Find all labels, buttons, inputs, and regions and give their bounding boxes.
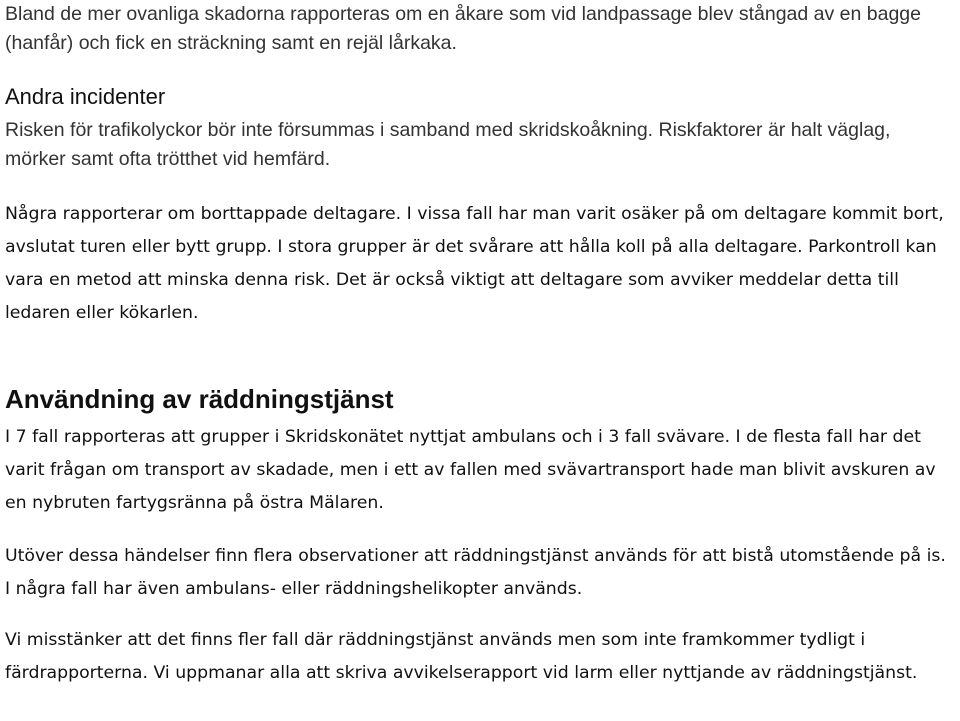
andra-incidenter-paragraph: Risken för trafikolyckor bör inte försummas i samband med skridskoåkning. Riskfaktorer är halt väglag, mörker samt ofta trötthet vid hemfärd. (5, 119, 891, 170)
borttappade-deltagare-paragraph: Några rapporterar om borttappade deltagare. I vissa fall har man varit osäker på om deltagare kommit bort, avslutat turen eller bytt grupp. I stora grupper är det svårare att hålla koll på alla deltagare. Parkontroll kan vara en metod att minska denna risk. Det är också viktigt att deltagare som avviker meddelar detta till ledaren eller kökarlen. (5, 204, 944, 323)
intro-paragraph: Bland de mer ovanliga skadorna rapporteras om en åkare som vid landpassage blev stångad av en bagge (hanfår) och fick en sträckning samt en rejäl lårkaka. (5, 3, 921, 54)
section-heading-raddningstjanst: Användning av räddningstjänst (5, 384, 394, 414)
utover-paragraph: Utöver dessa händelser finn flera observationer att räddningstjänst används för att bistå utomstående på is. I några fall har även ambulans- eller räddningshelikopter används. (5, 546, 946, 599)
raddningstjanst-paragraph: I 7 fall rapporteras att grupper i Skridskonätet nyttjat ambulans och i 3 fall svävare. I de flesta fall har det varit frågan om transport av skadade, men i ett av fallen med svävartransport hade man blivit avskuren av en nybruten fartygsränna på östra Mälaren. (5, 427, 936, 513)
misstanker-paragraph: Vi misstänker att det finns fler fall där räddningstjänst används men som inte framkommer tydligt i färdrapporterna. Vi uppmanar alla att skriva avvikelserapport vid larm eller nyttjande av räddningstjänst. (5, 630, 918, 683)
section-heading-andra-incidenter: Andra incidenter (5, 84, 166, 109)
